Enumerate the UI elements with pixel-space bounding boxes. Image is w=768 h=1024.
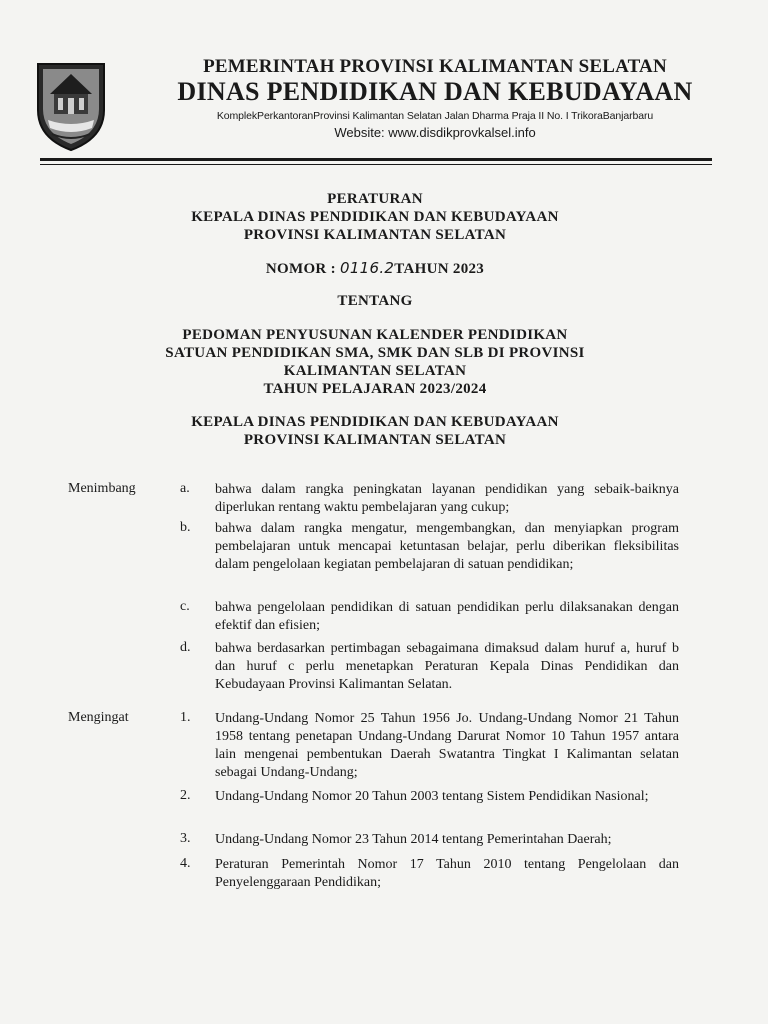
list-item-text: Undang-Undang Nomor 23 Tahun 2014 tentang Pemerintahan Daerah; (215, 832, 612, 847)
document-number (60, 259, 690, 278)
list-item-text: Undang-Undang Nomor 25 Tahun 1956 Jo. Undang-Undang Nomor 21 Tahun 1958 tentang penetapan Undang-Undang Darurat Nomor 10 Tahun 1957 antara lain mengenai pembentukan Daerah Swatantra Tingkat I Kalimantan selatan sebagai Undang-Undang; (215, 711, 679, 780)
list-item-mark: d. (180, 640, 191, 655)
menimbang-label: Menimbang (68, 481, 136, 496)
mengingat-label: Mengingat (68, 710, 129, 725)
list-item-mark: a. (180, 481, 190, 496)
letterhead-government: PEMERINTAH PROVINSI KALIMANTAN SELATAN (203, 56, 667, 77)
list-item-text: Peraturan Pemerintah Nomor 17 Tahun 2010 tentang Pengelolaan dan Penyelenggaraan Pendidikan; (215, 857, 679, 890)
signatory-line-1: KEPALA DINAS PENDIDIKAN DAN KEBUDAYAAN (191, 414, 559, 430)
letterhead-agency: DINAS PENDIDIKAN DAN KEBUDAYAAN (177, 77, 693, 106)
list-item-text: bahwa berdasarkan pertimbagan sebagaimana dimaksud dalam huruf a, huruf b dan huruf c perlu menetapkan Peraturan Kepala Dinas Pendidikan dan Kebudayaan Provinsi Kalimantan Selatan. (215, 641, 679, 692)
list-item-text: bahwa pengelolaan pendidikan di satuan pendidikan perlu dilaksanakan dengan efektif dan efisien; (215, 600, 679, 633)
subject-line-1: PEDOMAN PENYUSUNAN KALENDER PENDIDIKAN (182, 327, 568, 343)
letterhead-divider-thick (40, 158, 712, 161)
list-item-mark: 1. (180, 710, 191, 725)
subject-line-3: KALIMANTAN SELATAN (283, 363, 467, 379)
list-item-text: bahwa dalam rangka peningkatan layanan pendidikan yang sebaik-baiknya diperlukan rentang waktu pembelajaran yang cukup; (215, 482, 679, 515)
provincial-coat-of-arms-icon (34, 58, 108, 152)
issuer-line-1: KEPALA DINAS PENDIDIKAN DAN KEBUDAYAAN (191, 209, 559, 225)
subject-line-2: SATUAN PENDIDIKAN SMA, SMK DAN SLB DI PROVINSI (165, 345, 585, 361)
list-item-text: bahwa dalam rangka mengatur, mengembangkan, dan menyiapkan program pembelajaran untuk mencapai ketuntasan belajar, perlu diberikan fleksibilitas dalam pengelolaan kegiatan pembelajaran di satuan pendidikan; (215, 521, 679, 572)
list-item-mark: 2. (180, 788, 191, 803)
letterhead-address: KomplekPerkantoranProvinsi Kalimantan Selatan Jalan Dharma Praja II No. I TrikoraBanjarbaru (216, 110, 654, 122)
nomor-label: NOMOR : (265, 261, 336, 277)
tentang-heading: TENTANG (337, 293, 413, 309)
letterhead-website: Website: www.disdikprovkalsel.info (334, 125, 536, 140)
list-item-mark: c. (180, 599, 190, 614)
letterhead-divider-thin (40, 164, 712, 165)
nomor-handwritten-value: 0116.2 (339, 259, 395, 277)
doc-type: PERATURAN (327, 191, 423, 207)
nomor-year: TAHUN 2023 (394, 261, 485, 277)
list-item-mark: b. (180, 520, 191, 535)
issuer-line-2: PROVINSI KALIMANTAN SELATAN (243, 227, 507, 243)
list-item-mark: 3. (180, 831, 191, 846)
signatory-line-2: PROVINSI KALIMANTAN SELATAN (243, 432, 507, 448)
list-item-mark: 4. (180, 856, 191, 871)
list-item-text: Undang-Undang Nomor 20 Tahun 2003 tentang Sistem Pendidikan Nasional; (215, 789, 649, 804)
subject-line-4: TAHUN PELAJARAN 2023/2024 (263, 381, 487, 397)
